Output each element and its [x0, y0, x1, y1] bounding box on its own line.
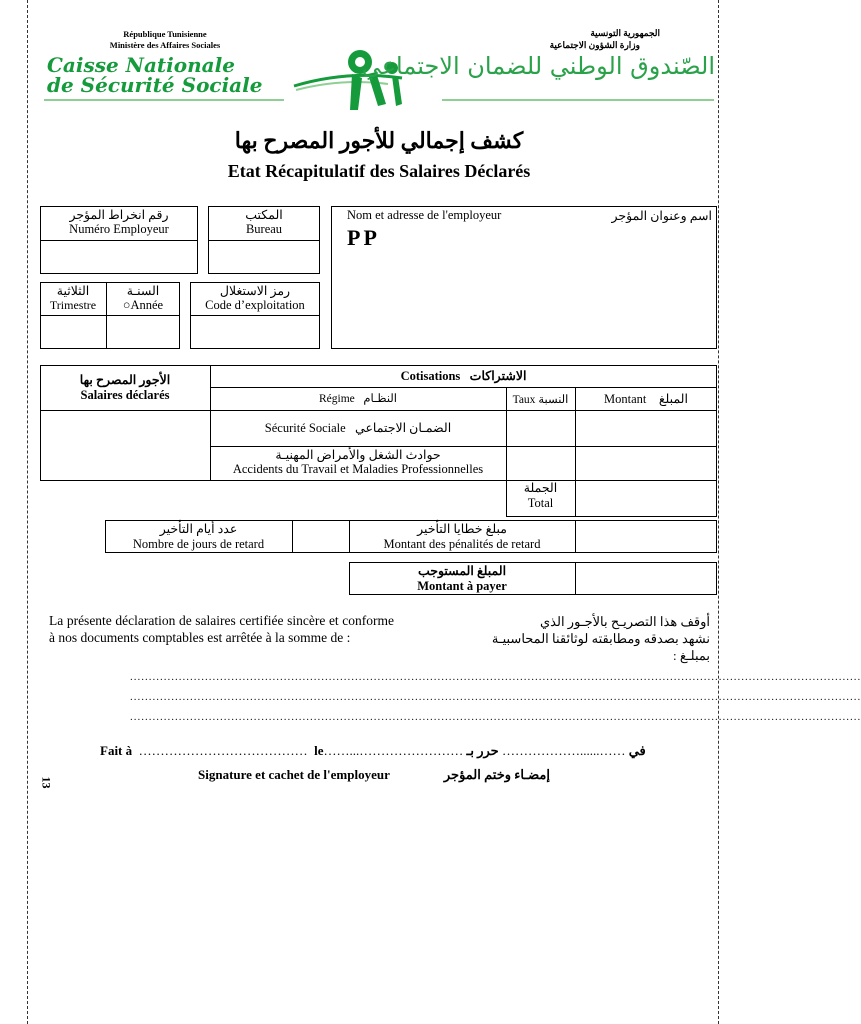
- ministry-fr: Ministère des Affaires Sociales: [109, 40, 221, 50]
- cnss-name-line2: de Sécurité Sociale: [47, 73, 263, 97]
- trimestre-annee-divider-h: [40, 315, 180, 316]
- total-ar: الجملة: [523, 481, 558, 495]
- cotisations-header: [210, 368, 717, 384]
- amount-dots-1: ...................................................................................................................................................................................................: [130, 671, 861, 683]
- declaration-ar-line3: بمبلـغ :: [673, 648, 710, 663]
- le-label: le: [314, 743, 324, 758]
- numero-divider: [40, 240, 198, 241]
- payer-vline: [575, 562, 576, 595]
- penalites-fr: Montant des pénalités de retard: [383, 537, 541, 551]
- salaires-declares-ar: الأجور المصرح بها: [79, 373, 171, 387]
- fi-dots: ……......………………: [501, 743, 626, 758]
- jours-retard-ar: عدد أيام التأخير: [159, 522, 238, 536]
- montant-header: [575, 391, 717, 407]
- montant-ar: المبلغ: [658, 392, 688, 406]
- taux-header: [506, 392, 575, 406]
- retard-vline-3: [575, 520, 576, 553]
- header-rule-right: [442, 99, 714, 101]
- cotisations-fr: Cotisations: [400, 369, 461, 383]
- cot-hline-1: [210, 387, 717, 388]
- declaration-ar-line1: أوقف هذا التصريـح بالأجـور الذي: [539, 614, 710, 629]
- amount-dots-3: ...................................................................................................................................................................................................: [130, 711, 861, 723]
- employer-name-value: PP: [347, 225, 380, 250]
- montant-payer-ar: المبلغ المستوجب: [417, 564, 507, 578]
- penalites-ar: مبلغ خطايا التأخير: [417, 522, 507, 536]
- code-divider: [190, 315, 320, 316]
- bureau-fr: Bureau: [245, 222, 283, 236]
- cotisations-ar: الاشتراكات: [469, 369, 527, 383]
- amount-dots-2: ...................................................................................................................................................................................................: [130, 691, 861, 703]
- fait-a-label: Fait à: [100, 743, 133, 758]
- header-rule-left: [44, 99, 284, 101]
- declaration-ar-line2: نشهد بصدقه ومطابقته لوثائقنا المحاسبيـة: [491, 631, 710, 646]
- republic-fr: République Tunisienne: [123, 29, 207, 39]
- montant-fr: Montant: [604, 392, 647, 406]
- signature-fr: Signature et cachet de l'employeur: [198, 767, 390, 782]
- left-cut-line: [27, 0, 28, 1024]
- cot-hline-left: [40, 410, 210, 411]
- employer-name-box: [331, 206, 717, 349]
- annee-fr: ○Année: [122, 298, 164, 312]
- harrir-label: حرر بـ: [466, 743, 499, 758]
- securite-sociale-row: [210, 420, 506, 436]
- declaration-ar: [470, 613, 710, 664]
- regime-fr: Régime: [318, 393, 355, 405]
- title-ar: كشف إجمالي للأجور المصرح بها: [234, 128, 524, 153]
- bureau-divider: [208, 240, 320, 241]
- code-exploitation-fr: Code d’exploitation: [205, 298, 305, 312]
- employer-name-ar: اسم وعنوان المؤجر: [611, 209, 712, 223]
- montant-payer-fr: Montant à payer: [417, 579, 507, 593]
- republic-ar: الجمهورية التونسية: [590, 28, 660, 38]
- employer-name-fr: Nom et adresse de l'employeur: [347, 208, 502, 222]
- numero-employeur-ar: رقم انخراط المؤجر: [69, 208, 169, 222]
- side-page-number: 13: [39, 776, 54, 789]
- atmp-ar: حوادث الشغل والأمراض المهنيـة: [275, 448, 441, 462]
- code-exploitation-ar: رمز الاستغلال: [219, 284, 291, 298]
- trimestre-fr: Trimestre: [49, 298, 97, 312]
- taux-fr: Taux: [512, 394, 536, 406]
- jours-retard-fr: Nombre de jours de retard: [132, 537, 265, 551]
- total-fr: Total: [527, 496, 554, 510]
- salaires-declares-fr: Salaires déclarés: [80, 388, 170, 402]
- declaration-fr: La présente déclaration de salaires certifiée sincère et conforme à nos documents comptables est arrêtée à la somme de :: [49, 613, 394, 645]
- cot-hline-2: [210, 410, 717, 411]
- bureau-ar: المكتب: [245, 208, 283, 222]
- fi-label: في: [628, 743, 646, 758]
- signature-ar: إمضـاء وختم المؤجر: [443, 767, 550, 782]
- securite-sociale-fr: Sécurité Sociale: [264, 421, 346, 435]
- cnss-name-line1: Caisse Nationale: [47, 53, 235, 77]
- fait-a-dots: …………………………………: [138, 743, 308, 758]
- ministry-ar: وزارة الشؤون الاجتماعية: [549, 40, 640, 50]
- trimestre-ar: الثلاثية: [56, 284, 90, 298]
- title-fr: Etat Récapitulatif des Salaires Déclarés: [227, 161, 531, 181]
- cnss-name-fr: [47, 55, 287, 95]
- atmp-fr: Accidents du Travail et Maladies Professionnelles: [232, 462, 484, 476]
- regime-ar: النظـام: [363, 393, 397, 405]
- cnss-name-ar: الصّندوق الوطني للضمان الاجتماعي: [361, 52, 715, 80]
- retard-vline-1: [292, 520, 293, 553]
- le-dots: ……...……………………: [323, 743, 464, 758]
- securite-sociale-ar: الضمـان الاجتماعي: [355, 421, 452, 435]
- taux-ar: النسبة: [538, 394, 569, 406]
- regime-header: [210, 391, 506, 405]
- fait-a-line: [100, 743, 660, 759]
- annee-ar: السنـة: [126, 284, 160, 298]
- right-cut-line: [718, 0, 719, 1024]
- numero-employeur-fr: Numéro Employeur: [69, 222, 169, 236]
